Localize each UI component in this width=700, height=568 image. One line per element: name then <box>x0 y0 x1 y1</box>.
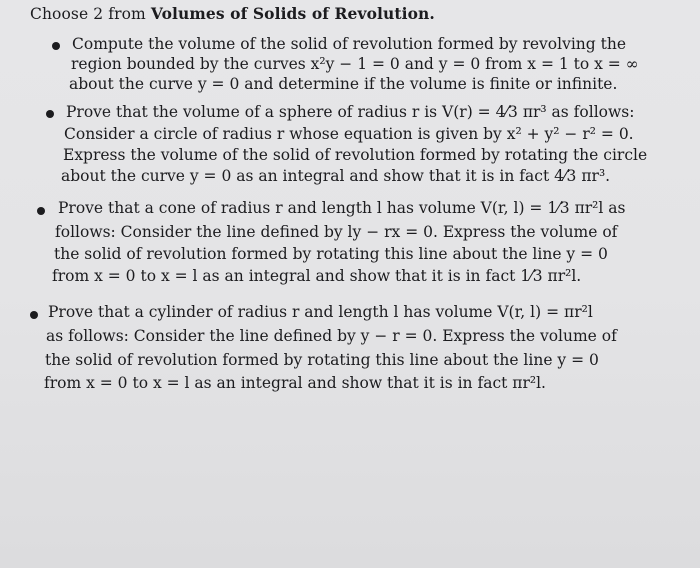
bullet-icon <box>37 207 45 215</box>
item-line: from x = 0 to x = l as an integral and show that it is in fact πr²l. <box>44 374 546 392</box>
item-line: as follows: Consider the line defined by y − r = 0. Express the volume of <box>46 327 617 345</box>
bullet-icon <box>46 110 54 118</box>
item-line: about the curve y = 0 and determine if the volume is finite or infinite. <box>69 75 618 93</box>
item-line: the solid of revolution formed by rotating this line about the line y = 0 <box>54 245 608 263</box>
item-line: Compute the volume of the solid of revolution formed by revolving the <box>72 35 627 53</box>
heading-prefix: Choose 2 from <box>30 5 151 23</box>
item-line: Prove that the volume of a sphere of radius r is V(r) = 4⁄3 πr³ as follows: <box>66 103 635 121</box>
bullet-icon <box>30 311 38 319</box>
item-line: Prove that a cone of radius r and length l has volume V(r, l) = 1⁄3 πr²l as <box>58 199 626 217</box>
heading-title: Volumes of Solids of Revolution. <box>150 4 435 23</box>
item-line: Consider a circle of radius r whose equation is given by x² + y² − r² = 0. <box>64 125 634 143</box>
item-line: from x = 0 to x = l as an integral and show that it is in fact 1⁄3 πr²l. <box>52 267 582 285</box>
item-line: region bounded by the curves x²y − 1 = 0 and y = 0 from x = 1 to x = ∞ <box>71 55 639 73</box>
heading <box>30 4 435 23</box>
item-line: follows: Consider the line defined by ly − rx = 0. Express the volume of <box>55 223 618 241</box>
item-line: the solid of revolution formed by rotating this line about the line y = 0 <box>45 351 599 369</box>
item-line: about the curve y = 0 as an integral and show that it is in fact 4⁄3 πr³. <box>61 167 611 185</box>
bullet-icon <box>52 42 60 50</box>
item-line: Express the volume of the solid of revolution formed by rotating the circle <box>63 146 648 164</box>
item-line: Prove that a cylinder of radius r and length l has volume V(r, l) = πr²l <box>48 303 593 321</box>
